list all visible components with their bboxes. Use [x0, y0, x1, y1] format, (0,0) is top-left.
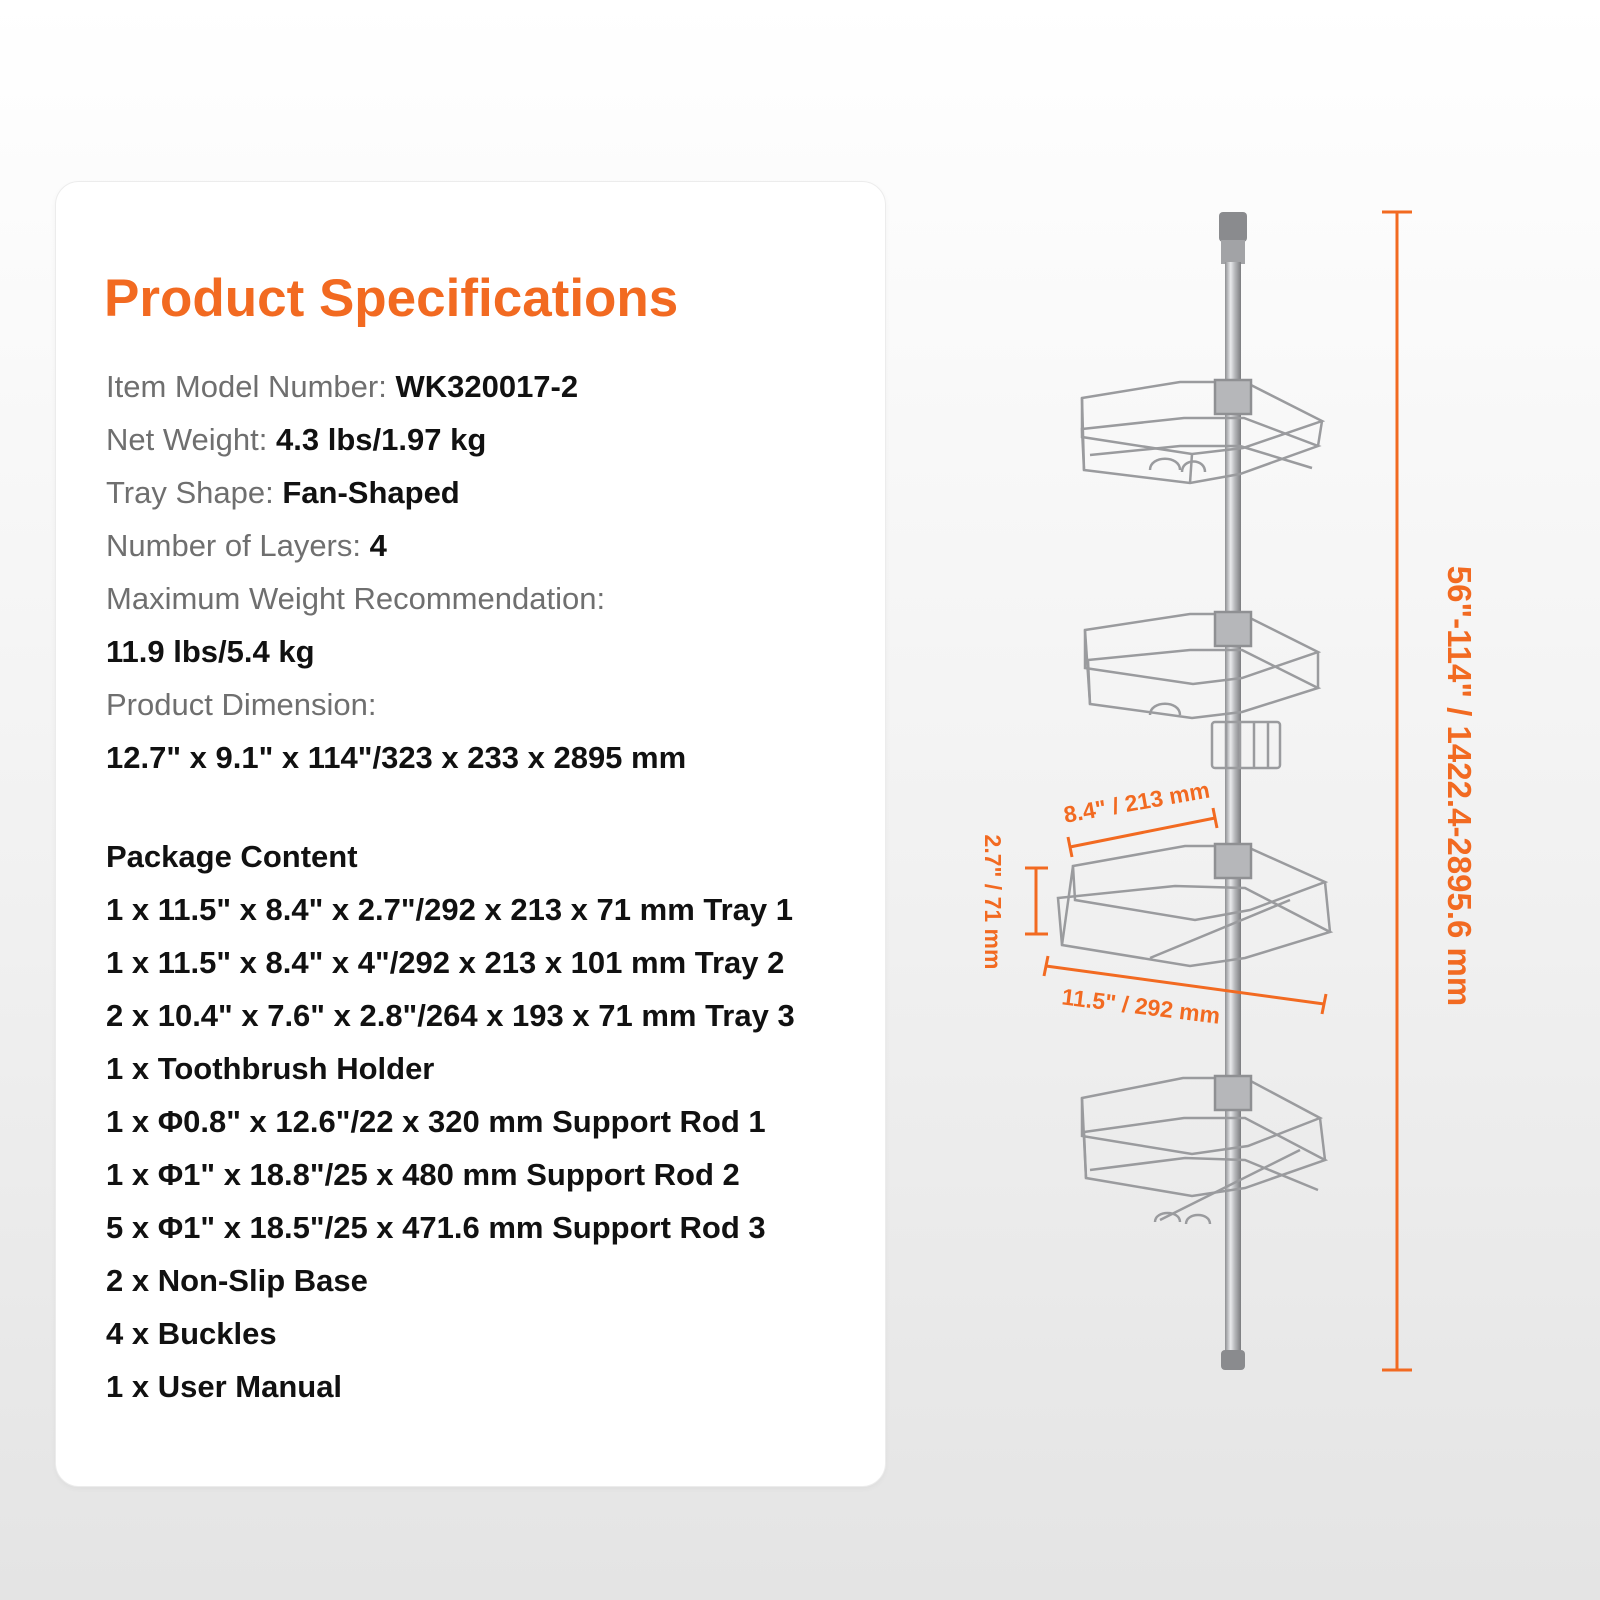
package-item: 1 x Φ1" x 18.8"/25 x 480 mm Support Rod 2 [106, 1157, 740, 1192]
tray-height-dimension [1025, 868, 1048, 934]
depth-label: 8.4" / 213 mm [1061, 776, 1212, 828]
tray-1 [1082, 380, 1322, 483]
width-label: 11.5" / 292 mm [1060, 983, 1222, 1029]
height-label: 56"-114" / 1422.4-2895.6 mm [1441, 565, 1478, 1007]
spec-shape-value: Fan-Shaped [282, 475, 460, 510]
spec-max-weight-label: Maximum Weight Recommendation: [106, 581, 606, 616]
spec-dimension-value: 12.7" x 9.1" x 114"/323 x 233 x 2895 mm [106, 740, 687, 775]
package-item: 4 x Buckles [106, 1316, 277, 1351]
tray-3 [1058, 844, 1330, 966]
spec-layers-value: 4 [369, 528, 387, 563]
spec-dimension-label: Product Dimension: [106, 687, 377, 722]
package-item: 2 x Non-Slip Base [106, 1263, 368, 1298]
spec-model-label: Item Model Number: [106, 369, 387, 404]
spec-max-weight-value: 11.9 lbs/5.4 kg [106, 634, 315, 669]
page-title: Product Specifications [104, 269, 679, 328]
spec-weight-value: 4.3 lbs/1.97 kg [276, 422, 487, 457]
package-item: 5 x Φ1" x 18.5"/25 x 471.6 mm Support Rod 3 [106, 1210, 766, 1245]
height-dimension [1382, 212, 1412, 1370]
spec-layers-label: Number of Layers: [106, 528, 361, 563]
package-item: 2 x 10.4" x 7.6" x 2.8"/264 x 193 x 71 mm Tray 3 [106, 998, 795, 1033]
tray-height-label: 2.7" / 71 mm [980, 834, 1006, 970]
spec-model-value: WK320017-2 [395, 369, 579, 404]
tray-4 [1082, 1076, 1325, 1224]
package-item: 1 x Φ0.8" x 12.6"/22 x 320 mm Support Rod 1 [106, 1104, 766, 1139]
package-item: 1 x 11.5" x 8.4" x 4"/292 x 213 x 101 mm Tray 2 [106, 945, 785, 980]
spec-weight-label: Net Weight: [106, 422, 268, 457]
package-heading: Package Content [106, 839, 358, 874]
tray-2 [1085, 612, 1318, 768]
package-item: 1 x User Manual [106, 1369, 343, 1404]
spec-shape-label: Tray Shape: [106, 475, 274, 510]
package-item: 1 x 11.5" x 8.4" x 2.7"/292 x 213 x 71 mm Tray 1 [106, 892, 793, 927]
package-item: 1 x Toothbrush Holder [106, 1051, 435, 1086]
